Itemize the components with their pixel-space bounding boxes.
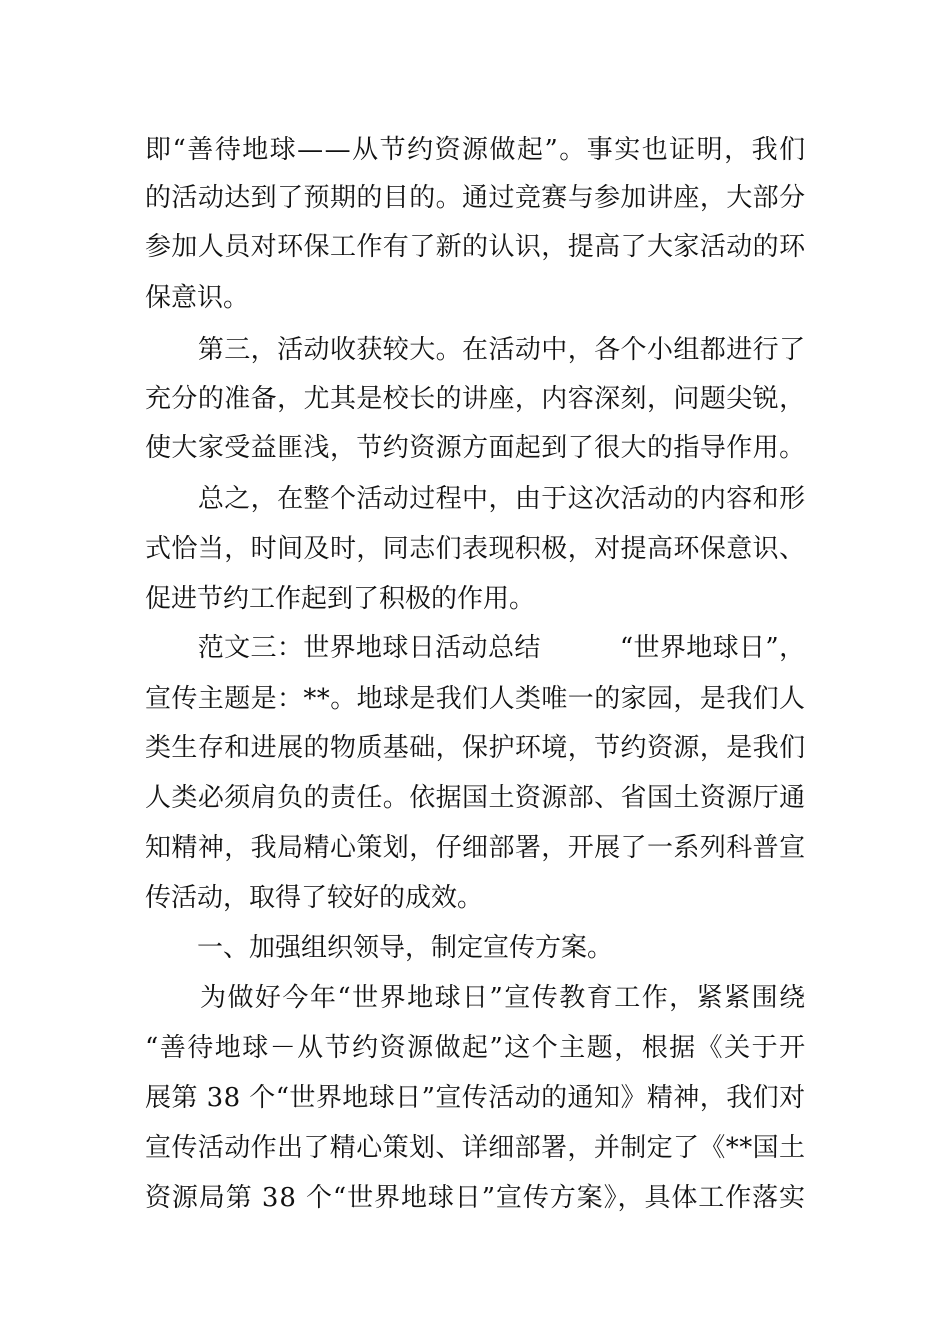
text-line: 促进节约工作起到了积极的作用。 xyxy=(145,584,536,614)
text-line: 使大家受益匪浅，节约资源方面起到了很大的指导作用。 xyxy=(145,433,806,463)
text-line: 为做好今年“世界地球日”宣传教育工作，紧紧围绕 xyxy=(145,983,807,1013)
text-line: 第三，活动收获较大。在活动中，各个小组都进行了 xyxy=(145,335,806,365)
text-line: 展第 38 个“世界地球日”宣传活动的通知》精神，我们对 xyxy=(145,1083,806,1113)
text-line: 即“善待地球——从节约资源做起”。事实也证明，我们 xyxy=(145,135,807,165)
text-line: 资源局第 38 个“世界地球日”宣传方案》，具体工作落实 xyxy=(145,1183,806,1213)
text-line: 总之，在整个活动过程中，由于这次活动的内容和形 xyxy=(145,484,806,514)
text-line: 的活动达到了预期的目的。通过竞赛与参加讲座，大部分 xyxy=(145,183,806,213)
text-line: 传活动，取得了较好的成效。 xyxy=(145,883,484,913)
text-line: “善待地球－从节约资源做起”这个主题，根据《关于开 xyxy=(145,1033,807,1063)
text-line: 宣传活动作出了精心策划、详细部署，并制定了《**国土 xyxy=(145,1133,806,1163)
text-line: 范文三：世界地球日活动总结 “世界地球日”， xyxy=(145,633,806,663)
text-line: 充分的准备，尤其是校长的讲座，内容深刻，问题尖锐， xyxy=(145,384,806,414)
text-line: 参加人员对环保工作有了新的认识，提高了大家活动的环 xyxy=(145,232,806,262)
text-line: 保意识。 xyxy=(145,283,250,313)
text-line: 式恰当，时间及时，同志们表现积极，对提高环保意识、 xyxy=(145,534,806,564)
text-line: 知精神，我局精心策划，仔细部署，开展了一系列科普宣 xyxy=(145,833,806,863)
text-line: 宣传主题是：**。地球是我们人类唯一的家园，是我们人 xyxy=(145,684,806,714)
text-line: 人类必须肩负的责任。依据国土资源部、省国土资源厅通 xyxy=(145,783,806,813)
text-line: 一、加强组织领导，制定宣传方案。 xyxy=(145,933,614,963)
text-line: 类生存和进展的物质基础，保护环境，节约资源，是我们 xyxy=(145,733,806,763)
